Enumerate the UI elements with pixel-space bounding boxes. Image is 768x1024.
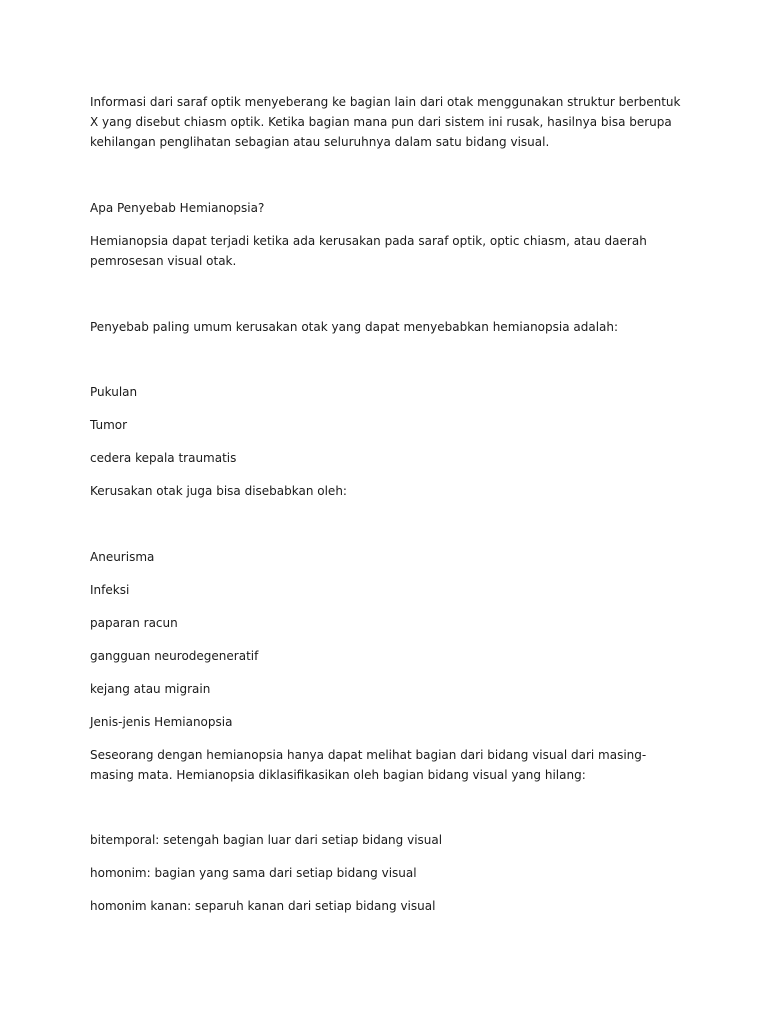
list-item-tumor: Tumor [90,418,128,432]
paragraph-other-causes: Kerusakan otak juga bisa disebabkan oleh: [90,484,347,498]
paragraph-hemianopsia-cause: Hemianopsia dapat terjadi ketika ada kerusakan pada saraf optik, optic chiasm, atau daerah pemrosesan visual otak. [90,234,647,268]
paragraph-common-causes: Penyebab paling umum kerusakan otak yang dapat menyebabkan hemianopsia adalah: [90,320,619,334]
list-item-aneurisma: Aneurisma [90,550,155,564]
paragraph-optic-chiasm: Informasi dari saraf optik menyeberang ke bagian lain dari otak menggunakan struktur berbentuk X yang disebut chiasm optik. Ketika bagian mana pun dari sistem ini rusak, hasilnya bisa berupa kehilangan penglihatan sebagian atau seluruhnya dalam satu bidang visual. [90,95,681,149]
heading-penyebab: Apa Penyebab Hemianopsia? [90,201,265,215]
list-item-infeksi: Infeksi [90,583,130,597]
list-item-paparan-racun: paparan racun [90,616,178,630]
list-item-homonim: homonim: bagian yang sama dari setiap bidang visual [90,866,417,880]
heading-jenis-hemianopsia: Jenis-jenis Hemianopsia [90,715,233,729]
list-item-pukulan: Pukulan [90,385,138,399]
list-item-kejang: kejang atau migrain [90,682,211,696]
paragraph-classification: Seseorang dengan hemianopsia hanya dapat melihat bagian dari bidang visual dari masing-masing mata. Hemianopsia diklasifikasikan oleh bagian bidang visual yang hilang: [90,748,647,782]
list-item-homonim-kanan: homonim kanan: separuh kanan dari setiap bidang visual [90,899,436,913]
list-item-cedera-kepala: cedera kepala traumatis [90,451,237,465]
list-item-neurodegeneratif: gangguan neurodegeneratif [90,649,259,663]
list-item-bitemporal: bitemporal: setengah bagian luar dari setiap bidang visual [90,833,443,847]
